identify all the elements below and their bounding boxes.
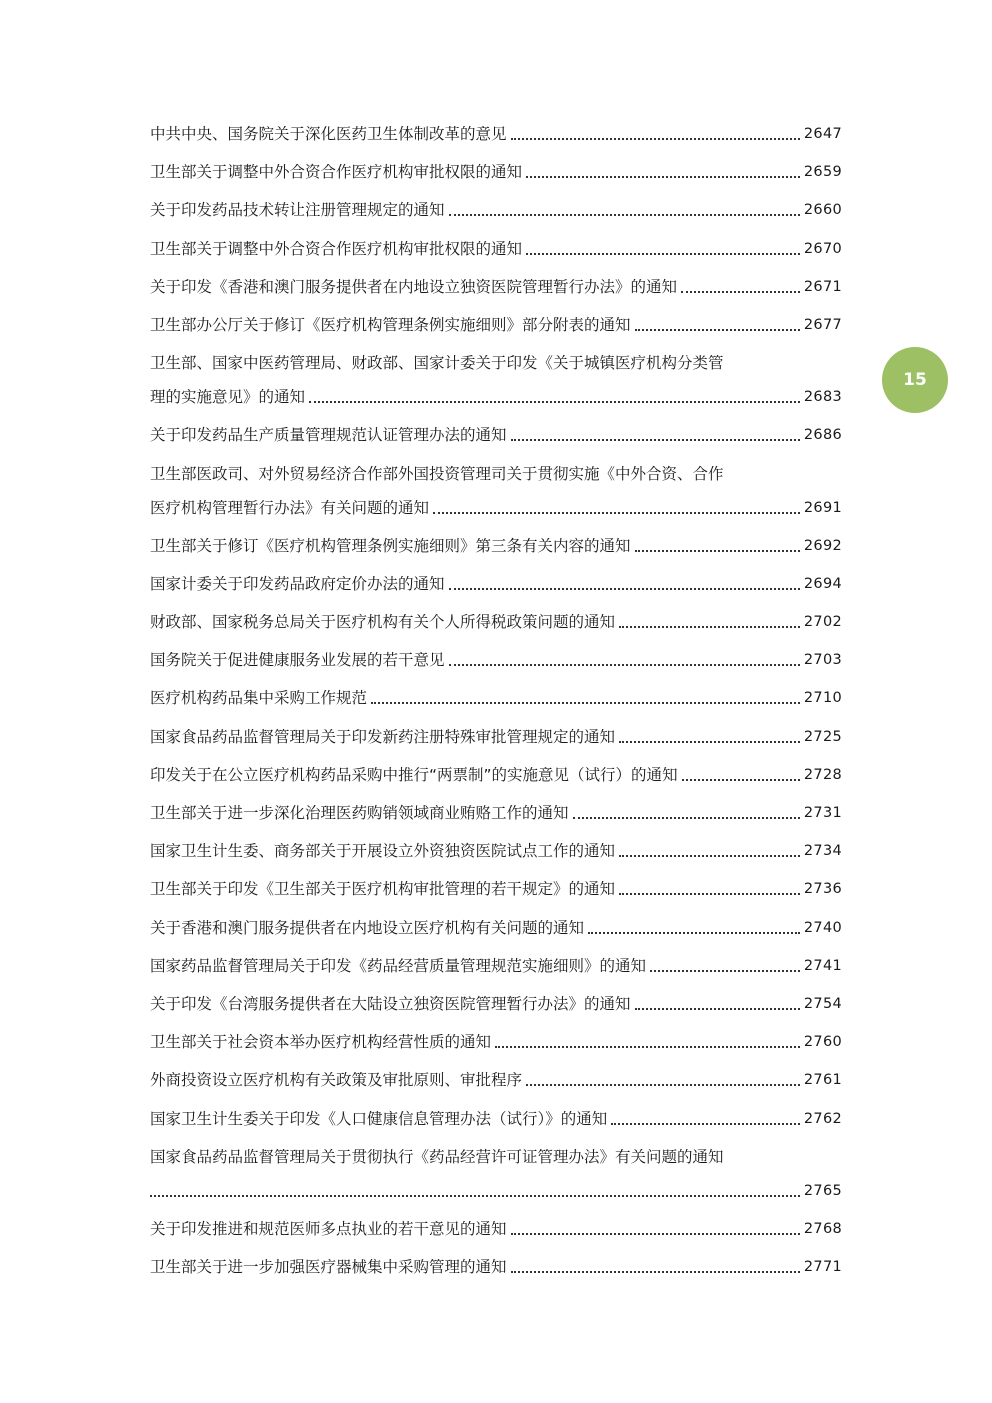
toc-entry[interactable] bbox=[150, 537, 842, 556]
toc-entry-title: 关于香港和澳门服务提供者在内地设立医疗机构有关问题的通知 bbox=[150, 918, 585, 937]
toc-entry[interactable] bbox=[150, 426, 842, 445]
toc-entry-page: 2725 bbox=[803, 728, 842, 745]
toc-entry-page: 2686 bbox=[803, 427, 842, 444]
toc-entry-page: 2670 bbox=[803, 240, 842, 257]
dot-leader bbox=[511, 1233, 800, 1235]
toc-entry[interactable] bbox=[150, 1033, 842, 1052]
dot-leader bbox=[635, 329, 800, 331]
dot-leader bbox=[526, 1084, 800, 1086]
dot-leader bbox=[635, 550, 800, 552]
dot-leader bbox=[309, 401, 800, 403]
toc-entry-page: 2694 bbox=[803, 575, 842, 592]
toc-entry-page: 2768 bbox=[803, 1220, 842, 1237]
toc-entry-title: 卫生部关于修订《医疗机构管理条例实施细则》第三条有关内容的通知 bbox=[150, 536, 631, 555]
dot-leader bbox=[511, 1271, 800, 1273]
toc-entry-title: 卫生部关于社会资本举办医疗机构经营性质的通知 bbox=[150, 1033, 492, 1052]
toc-entry[interactable] bbox=[150, 354, 842, 407]
table-of-contents bbox=[150, 125, 842, 1296]
dot-leader bbox=[511, 439, 800, 441]
toc-entry[interactable] bbox=[150, 125, 842, 144]
dot-leader bbox=[526, 253, 800, 255]
toc-entry-title: 中共中央、国务院关于深化医药卫生体制改革的意见 bbox=[150, 125, 507, 143]
toc-entry[interactable] bbox=[150, 689, 842, 708]
toc-entry-title: 卫生部办公厅关于修订《医疗机构管理条例实施细则》部分附表的通知 bbox=[150, 315, 631, 334]
toc-entry[interactable] bbox=[150, 919, 842, 938]
toc-entry[interactable] bbox=[150, 613, 842, 632]
dot-leader bbox=[150, 1195, 800, 1197]
toc-entry-page: 2702 bbox=[803, 614, 842, 631]
dot-leader bbox=[681, 291, 800, 293]
toc-entry-page: 2734 bbox=[803, 843, 842, 860]
toc-entry[interactable] bbox=[150, 842, 842, 861]
toc-entry[interactable] bbox=[150, 957, 842, 976]
toc-entry-page: 2728 bbox=[803, 766, 842, 783]
toc-entry-title: 外商投资设立医疗机构有关政策及审批原则、审批程序 bbox=[150, 1071, 523, 1090]
toc-entry[interactable] bbox=[150, 766, 842, 785]
toc-entry[interactable] bbox=[150, 1220, 842, 1239]
dot-leader bbox=[650, 970, 800, 972]
toc-entry-title-line2: 理的实施意见》的通知 bbox=[150, 388, 306, 407]
page-number-badge bbox=[882, 347, 948, 413]
dot-leader bbox=[526, 176, 800, 178]
toc-entry-title: 卫生部关于调整中外合资合作医疗机构审批权限的通知 bbox=[150, 239, 523, 258]
toc-entry[interactable] bbox=[150, 465, 842, 518]
toc-entry-title: 卫生部关于进一步深化治理医药购销领域商业贿赂工作的通知 bbox=[150, 804, 569, 822]
toc-entry[interactable] bbox=[150, 1071, 842, 1090]
dot-leader bbox=[682, 779, 800, 781]
toc-entry-page: 2703 bbox=[803, 652, 842, 669]
toc-entry[interactable] bbox=[150, 995, 842, 1014]
toc-entry-title: 财政部、国家税务总局关于医疗机构有关个人所得税政策问题的通知 bbox=[150, 613, 616, 632]
toc-entry-title: 卫生部关于进一步加强医疗器械集中采购管理的通知 bbox=[150, 1258, 507, 1277]
dot-leader bbox=[588, 932, 800, 934]
toc-entry-title: 国家计委关于印发药品政府定价办法的通知 bbox=[150, 574, 445, 593]
toc-entry-page: 2671 bbox=[803, 278, 842, 295]
toc-entry[interactable] bbox=[150, 316, 842, 335]
dot-leader bbox=[511, 138, 800, 140]
toc-entry-page: 2760 bbox=[803, 1034, 842, 1051]
toc-entry-title: 关于印发药品生产质量管理规范认证管理办法的通知 bbox=[150, 426, 507, 445]
toc-entry-page: 2731 bbox=[803, 805, 842, 821]
toc-entry-title: 国家药品监督管理局关于印发《药品经营质量管理规范实施细则》的通知 bbox=[150, 956, 647, 975]
dot-leader bbox=[611, 1123, 800, 1125]
toc-entry-page: 2761 bbox=[803, 1072, 842, 1089]
toc-entry-title: 卫生部关于调整中外合资合作医疗机构审批权限的通知 bbox=[150, 163, 523, 182]
toc-entry-page: 2754 bbox=[803, 995, 842, 1012]
dot-leader bbox=[449, 664, 800, 666]
toc-entry-page: 2691 bbox=[803, 499, 842, 516]
toc-entry-page: 2683 bbox=[803, 389, 842, 406]
dot-leader bbox=[619, 626, 800, 628]
dot-leader bbox=[371, 702, 800, 704]
dot-leader bbox=[635, 1008, 800, 1010]
toc-entry[interactable] bbox=[150, 728, 842, 747]
toc-entry[interactable] bbox=[150, 880, 842, 899]
toc-entry-page: 2659 bbox=[803, 164, 842, 181]
toc-entry-page: 2710 bbox=[803, 690, 842, 707]
toc-entry[interactable] bbox=[150, 201, 842, 220]
toc-entry-title: 国家卫生计生委关于印发《人口健康信息管理办法（试行）》的通知 bbox=[150, 1109, 608, 1128]
toc-entry-title: 关于印发推进和规范医师多点执业的若干意见的通知 bbox=[150, 1219, 507, 1238]
toc-entry-page: 2677 bbox=[803, 316, 842, 333]
toc-entry-page: 2660 bbox=[803, 202, 842, 219]
toc-entry-page: 2740 bbox=[803, 919, 842, 936]
toc-entry-page: 2771 bbox=[803, 1259, 842, 1276]
toc-entry-page: 2736 bbox=[803, 881, 842, 898]
toc-entry-title: 国家食品药品监督管理局关于印发新药注册特殊审批管理规定的通知 bbox=[150, 727, 616, 746]
toc-entry[interactable] bbox=[150, 1258, 842, 1277]
toc-entry-title: 关于印发药品技术转让注册管理规定的通知 bbox=[150, 201, 445, 220]
dot-leader bbox=[619, 855, 800, 857]
toc-entry-title: 医疗机构药品集中采购工作规范 bbox=[150, 689, 368, 708]
toc-entry[interactable] bbox=[150, 1148, 842, 1201]
toc-entry[interactable] bbox=[150, 575, 842, 594]
dot-leader bbox=[573, 817, 800, 819]
toc-entry[interactable] bbox=[150, 804, 842, 823]
toc-entry-title-line2: 医疗机构管理暂行办法》有关问题的通知 bbox=[150, 498, 430, 517]
dot-leader bbox=[619, 741, 800, 743]
toc-entry-title: 关于印发《香港和澳门服务提供者在内地设立独资医院管理暂行办法》的通知 bbox=[150, 277, 678, 296]
toc-entry-title: 关于印发《台湾服务提供者在大陆设立独资医院管理暂行办法》的通知 bbox=[150, 994, 631, 1013]
toc-entry-page: 2765 bbox=[803, 1182, 842, 1199]
toc-entry-title-line1: 卫生部、国家中医药管理局、财政部、国家计委关于印发《关于城镇医疗机构分类管 bbox=[150, 354, 724, 373]
dot-leader bbox=[433, 512, 800, 514]
toc-entry-title: 国家卫生计生委、商务部关于开展设立外资独资医院试点工作的通知 bbox=[150, 842, 616, 861]
dot-leader bbox=[619, 893, 800, 895]
dot-leader bbox=[449, 588, 800, 590]
toc-entry-title: 国务院关于促进健康服务业发展的若干意见 bbox=[150, 651, 445, 670]
toc-entry-page: 2692 bbox=[803, 537, 842, 554]
toc-entry-title: 卫生部关于印发《卫生部关于医疗机构审批管理的若干规定》的通知 bbox=[150, 880, 616, 899]
dot-leader bbox=[449, 214, 800, 216]
toc-entry[interactable] bbox=[150, 278, 842, 297]
toc-entry-title: 印发关于在公立医疗机构药品采购中推行“两票制”的实施意见（试行）的通知 bbox=[150, 765, 678, 784]
toc-entry[interactable] bbox=[150, 240, 842, 259]
page-number: 15 bbox=[903, 370, 927, 390]
toc-entry-page: 2762 bbox=[803, 1110, 842, 1127]
toc-entry[interactable] bbox=[150, 651, 842, 670]
toc-entry-title-line1: 卫生部医政司、对外贸易经济合作部外国投资管理司关于贯彻实施《中外合资、合作 bbox=[150, 464, 724, 483]
toc-entry[interactable] bbox=[150, 163, 842, 182]
toc-entry[interactable] bbox=[150, 1110, 842, 1129]
toc-entry-page: 2647 bbox=[803, 126, 842, 142]
toc-entry-page: 2741 bbox=[803, 957, 842, 974]
toc-entry-title-line1: 国家食品药品监督管理局关于贯彻执行《药品经营许可证管理办法》有关问题的通知 bbox=[150, 1147, 724, 1166]
dot-leader bbox=[495, 1046, 800, 1048]
